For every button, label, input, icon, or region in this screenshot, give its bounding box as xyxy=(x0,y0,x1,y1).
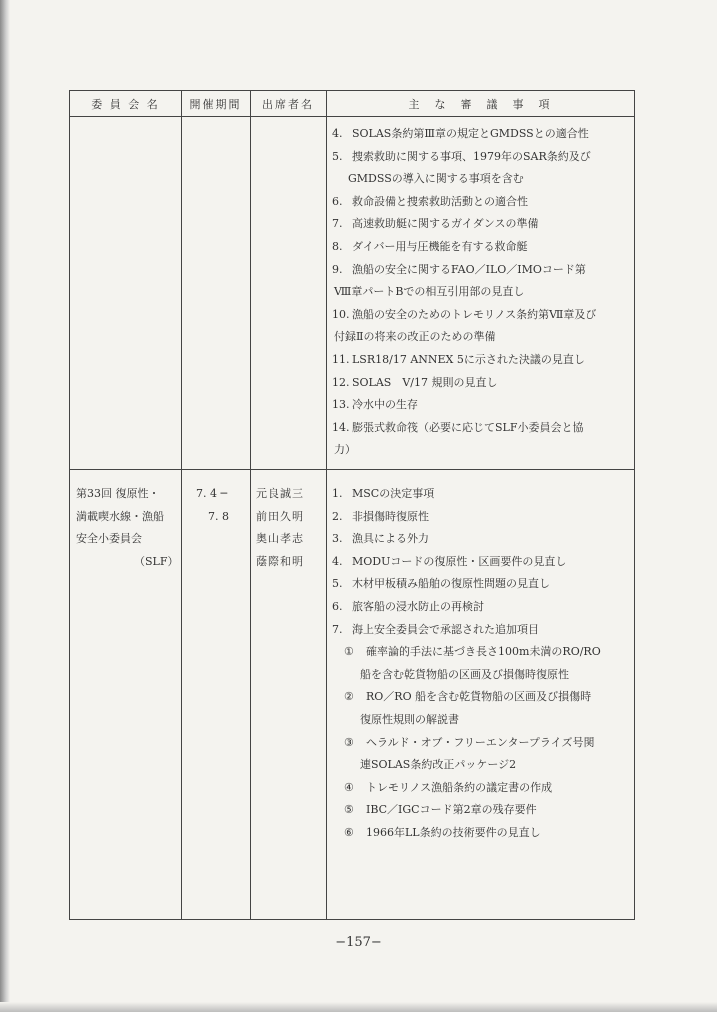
topic-number: 9. xyxy=(332,262,343,276)
committee-line: （SLF） xyxy=(134,554,179,568)
topic-text: 捜索救助に関する事項、1979年のSAR条約及び xyxy=(352,149,591,163)
topic-text: 海上安全委員会で承認された追加項目 xyxy=(352,622,539,636)
topic-line xyxy=(332,777,601,800)
subitem-text: トレモリノス漁船条約の議定書の作成 xyxy=(366,780,553,794)
topic-line xyxy=(332,528,601,551)
topic-number: 8. xyxy=(332,239,343,253)
topic-line xyxy=(332,259,596,282)
topic-text: 救命設備と捜索救助活動との適合性 xyxy=(352,194,528,208)
topic-line xyxy=(332,596,601,619)
header-topics: 主 な 審 議 事 項 xyxy=(408,97,552,111)
topic-number: 6. xyxy=(332,599,343,613)
topic-number: 3. xyxy=(332,532,343,546)
topic-line: 力） xyxy=(334,443,356,457)
topic-line xyxy=(332,641,601,664)
subitem-text: ヘラルド・オブ・フリーエンタープライズ号関 xyxy=(366,735,595,749)
row2-committee xyxy=(76,483,178,573)
topic-text: ダイバー用与圧機能を有する救命艇 xyxy=(352,239,528,253)
topic-line xyxy=(332,551,601,574)
attendee-name: 前田久明 xyxy=(256,509,304,523)
topic-number: 2. xyxy=(332,509,343,523)
topic-line xyxy=(332,123,596,146)
topic-text: SOLAS条約第Ⅲ章の規定とGMDSSとの適合性 xyxy=(352,127,589,140)
subitem-number: ④ xyxy=(344,780,354,794)
row-divider xyxy=(70,469,634,470)
row2-attendees xyxy=(256,483,304,573)
period-line: 7. 4 ─ xyxy=(196,487,228,500)
topic-line: 船を含む乾貨物船の区画及び損傷時復原性 xyxy=(360,667,569,681)
topic-line xyxy=(332,417,596,440)
page-number: −157− xyxy=(335,935,382,950)
row2-topics xyxy=(332,483,601,845)
topic-text: MODUコードの復原性・区画要件の見直し xyxy=(352,554,567,568)
topic-text: 膨張式救命筏（必要に応じてSLF小委員会と協 xyxy=(352,420,584,434)
topic-line: Ⅷ章パートBでの相互引用部の見直し xyxy=(334,285,525,299)
topic-number: 5. xyxy=(332,577,343,591)
subitem-number: ② xyxy=(344,690,354,704)
subitem-text: RO／RO 船を含む乾貨物船の区画及び損傷時 xyxy=(366,690,592,704)
column-divider xyxy=(250,91,251,919)
attendee-name: 蔭際和明 xyxy=(256,554,304,568)
topic-number: 5. xyxy=(332,149,343,163)
subitem-number: ⑤ xyxy=(344,803,354,817)
subitem-text: IBC／IGCコード第2章の残存要件 xyxy=(366,803,537,817)
topic-line xyxy=(332,304,596,327)
topic-line xyxy=(332,191,596,214)
topic-line xyxy=(332,506,601,529)
topic-number: 1. xyxy=(332,487,343,500)
subitem-number: ⑥ xyxy=(344,825,354,839)
topic-line xyxy=(332,213,596,236)
topic-text: 非損傷時復原性 xyxy=(352,509,429,523)
topic-number: 14. xyxy=(332,420,350,434)
topic-number: 4. xyxy=(332,127,343,140)
topic-line xyxy=(332,619,601,642)
topic-line xyxy=(332,732,601,755)
topic-number: 13. xyxy=(332,398,350,412)
committee-line: 満載喫水線・漁船 xyxy=(76,509,164,523)
header-committee: 委 員 会 名 xyxy=(91,97,160,111)
attendee-name: 元良誠三 xyxy=(256,487,304,500)
topic-number: 7. xyxy=(332,622,343,636)
topic-number: 11. xyxy=(332,352,350,366)
topic-line xyxy=(332,799,601,822)
topic-text: 木材甲板積み船舶の復原性問題の見直し xyxy=(352,577,550,591)
topic-line: GMDSSの導入に関する事項を含む xyxy=(348,172,524,186)
binding-edge xyxy=(0,0,10,1012)
topic-text: 高速救助艇に関するガイダンスの準備 xyxy=(352,217,539,231)
committee-table xyxy=(69,90,635,920)
page-bottom-edge xyxy=(0,1002,717,1012)
header-period: 開催期間 xyxy=(189,97,242,111)
column-divider xyxy=(181,91,182,919)
attendee-name: 奥山孝志 xyxy=(256,532,304,546)
row2-period xyxy=(196,483,229,528)
row1-topics xyxy=(332,123,596,462)
topic-text: LSR18/17 ANNEX 5に示された決議の見直し xyxy=(352,352,585,366)
topic-text: 漁船の安全に関するFAO／ILO／IMOコード第 xyxy=(352,262,586,276)
topic-line xyxy=(332,822,601,845)
topic-number: 4. xyxy=(332,554,343,568)
topic-text: 旅客船の浸水防止の再検討 xyxy=(352,599,484,613)
topic-line xyxy=(332,686,601,709)
topic-number: 6. xyxy=(332,194,343,208)
topic-line xyxy=(332,236,596,259)
topic-line xyxy=(332,146,596,169)
topic-number: 10. xyxy=(332,307,350,321)
topic-text: SOLAS V/17 規則の見直し xyxy=(352,375,498,389)
header-attendees: 出席者名 xyxy=(262,97,314,111)
topic-line: 復原性規則の解説書 xyxy=(360,712,459,726)
topic-line: 連SOLAS条約改正パッケージ2 xyxy=(360,758,517,772)
subitem-text: 確率論的手法に基づき長さ100m未満のRO/RO xyxy=(366,645,601,659)
period-line: 7. 8 xyxy=(208,509,229,523)
topic-number: 12. xyxy=(332,375,350,389)
subitem-number: ③ xyxy=(344,735,354,749)
subitem-number: ① xyxy=(344,645,354,659)
table-header xyxy=(70,91,634,117)
topic-line xyxy=(332,483,601,506)
topic-text: 冷水中の生存 xyxy=(352,398,418,412)
topic-text: MSCの決定事項 xyxy=(352,487,435,500)
committee-line: 安全小委員会 xyxy=(76,532,142,546)
topic-line: 付録Ⅱの将来の改正のための準備 xyxy=(334,330,496,344)
committee-line: 第33回 復原性・ xyxy=(76,487,160,500)
topic-text: 漁具による外力 xyxy=(352,532,429,546)
topic-line xyxy=(332,372,596,395)
subitem-text: 1966年LL条約の技術要件の見直し xyxy=(366,825,541,839)
topic-line xyxy=(332,349,596,372)
column-divider xyxy=(326,91,327,919)
topic-text: 漁船の安全のためのトレモリノス条約第Ⅶ章及び xyxy=(352,307,597,321)
topic-line xyxy=(332,573,601,596)
topic-number: 7. xyxy=(332,217,343,231)
topic-line xyxy=(332,394,596,417)
